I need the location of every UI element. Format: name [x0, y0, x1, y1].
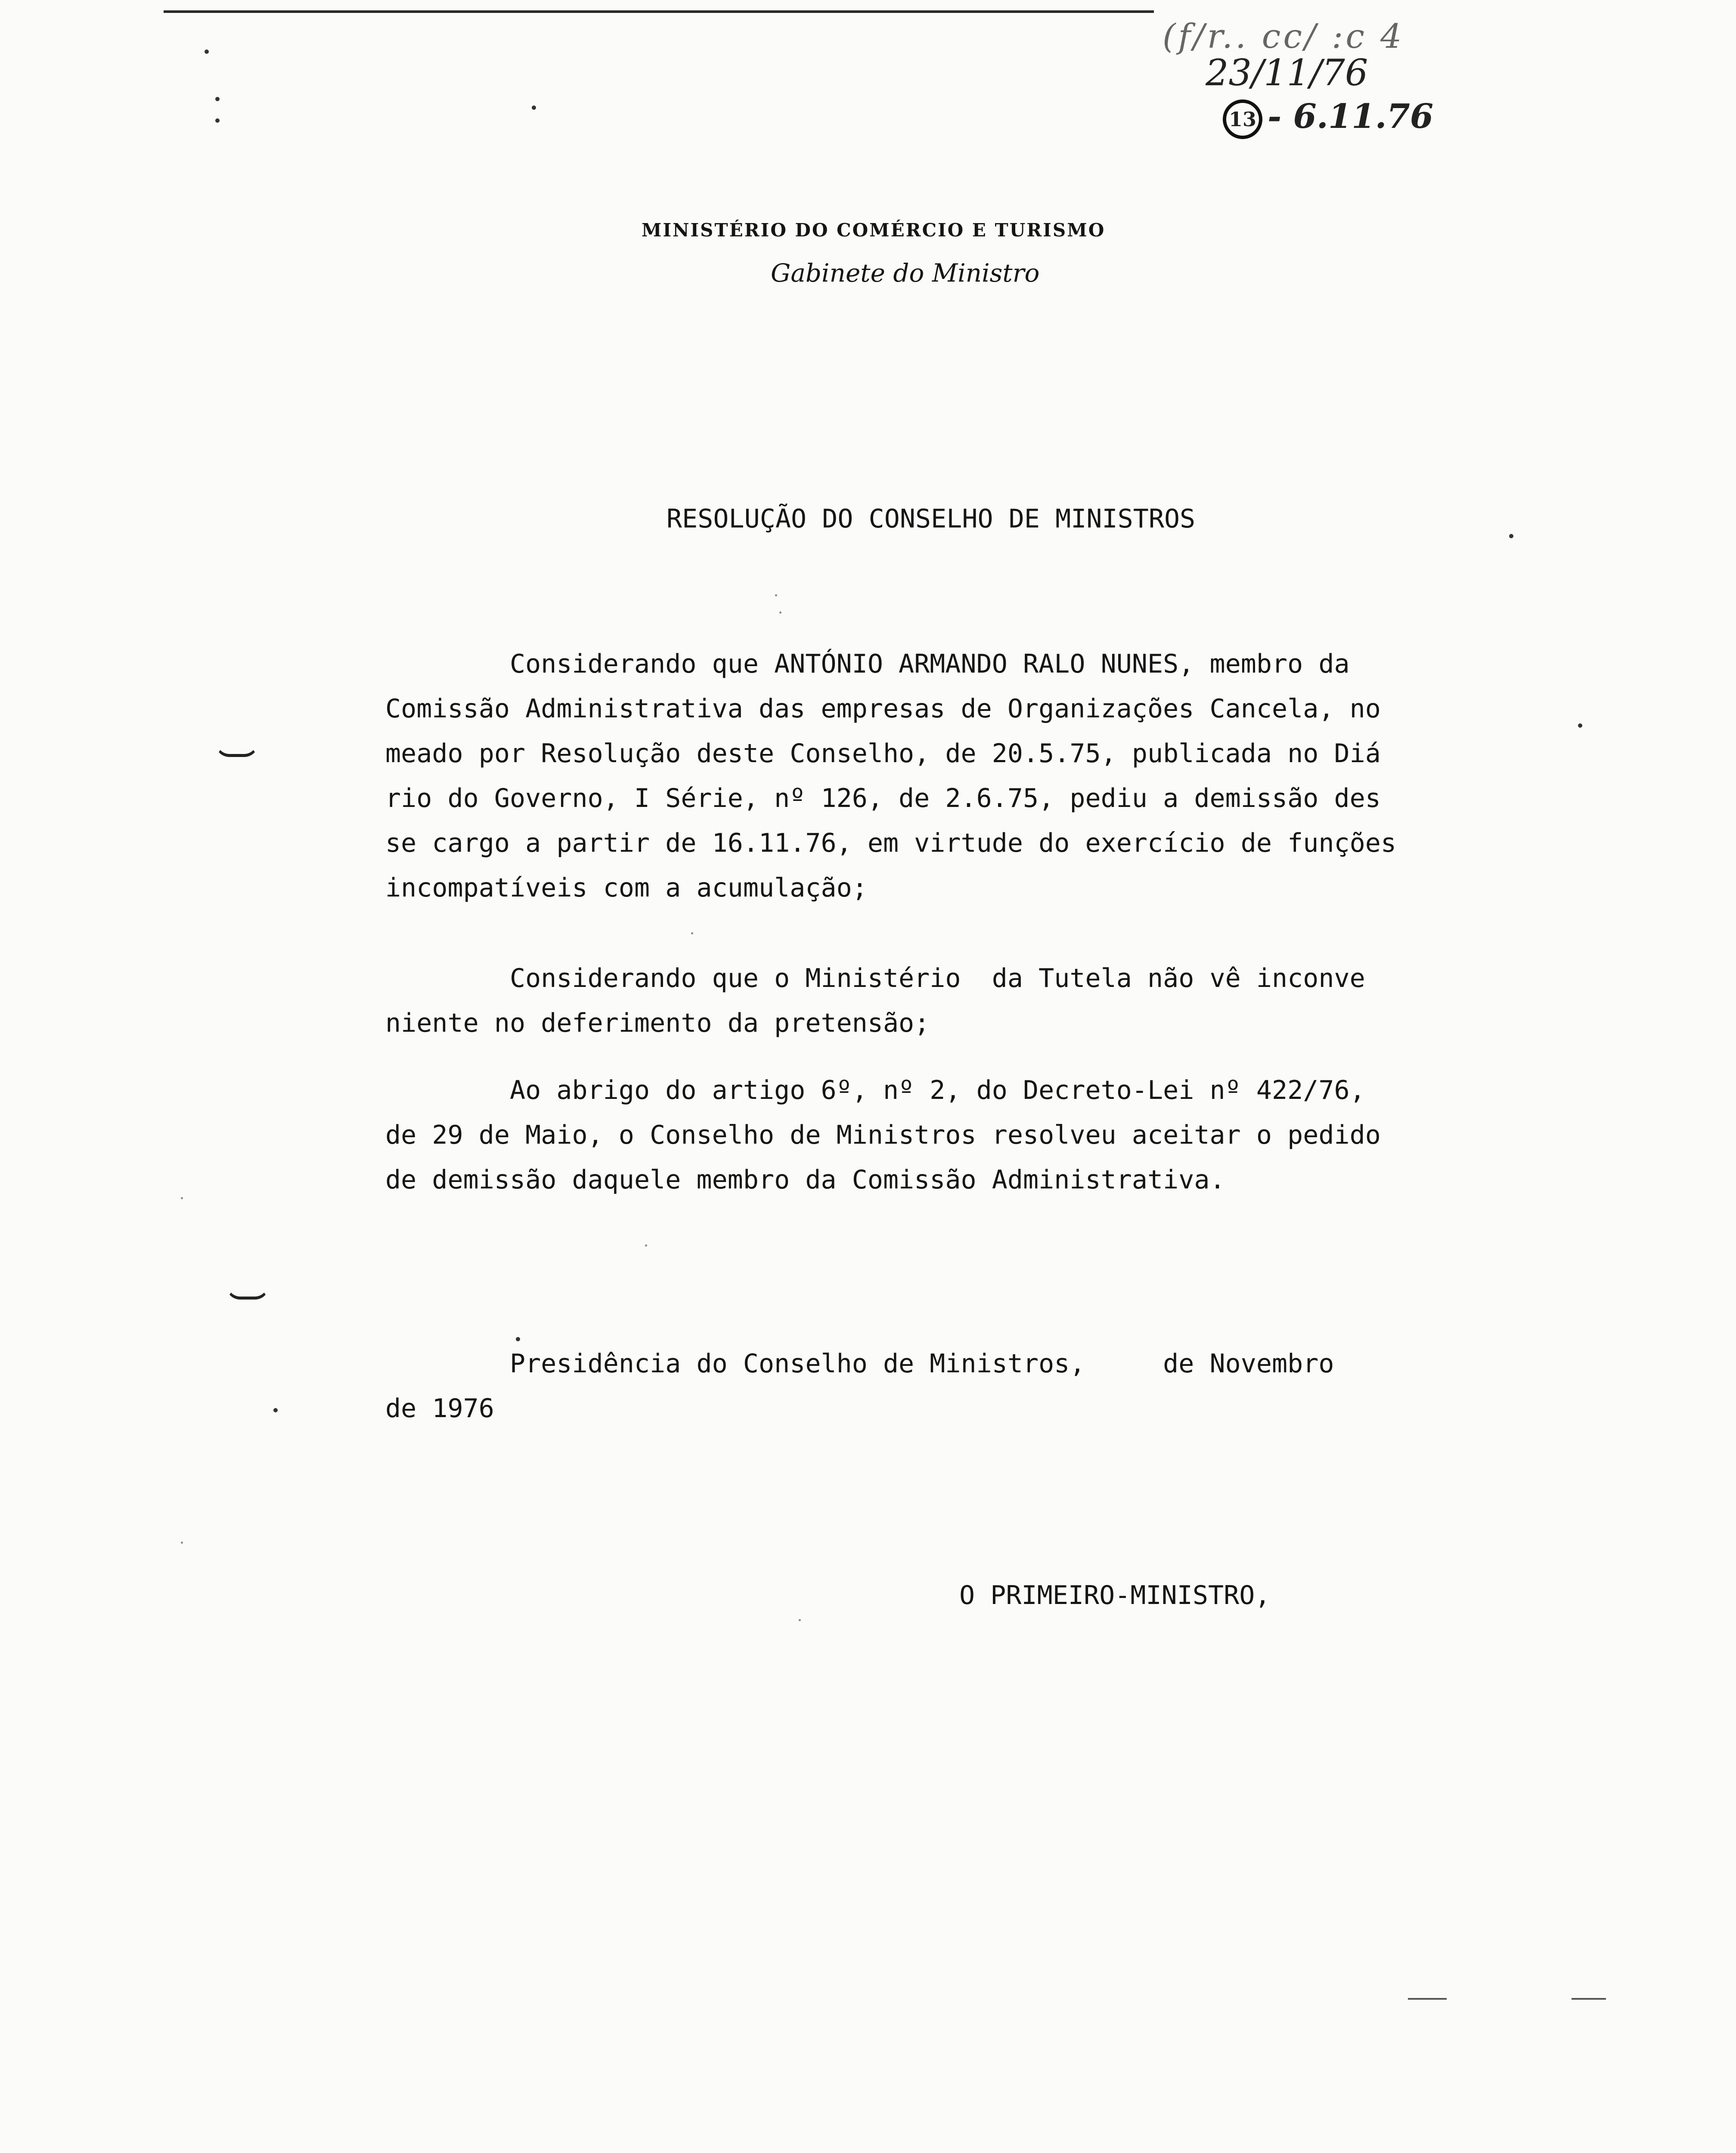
scan-dot — [1509, 534, 1513, 538]
margin-mark — [226, 1285, 269, 1300]
scan-speck — [645, 1244, 647, 1247]
paragraph-resolution: Ao abrigo do artigo 6º, nº 2, do Decreto-Lei nº 422/76, de 29 de Maio, o Conselho de Ministros resolveu aceitar o pedido de demissão daquele membro da Comissão Administrativa. — [385, 1075, 1381, 1195]
handwritten-note-date-2: - 6.11.76 — [1268, 97, 1434, 136]
paragraph-considerando-1: Considerando que ANTÓNIO ARMANDO RALO NUNES, membro da Comissão Administrativa das empresas de Organizações Cancela, no meado por Resolução deste Conselho, de 20.5.75, publicada no Diá rio do Governo, I Série, nº 126, de 2.6.75, pediu a demissão des se cargo a partir de 16.11.76, em virtude do exercício de funções incompatíveis com a acumulação; — [385, 649, 1396, 903]
scan-speck — [181, 1197, 183, 1199]
scan-dot — [205, 50, 209, 54]
scan-dash — [1572, 1998, 1606, 2000]
scan-dot — [1578, 723, 1582, 728]
scan-dot — [215, 97, 220, 101]
scan-speck — [799, 1619, 801, 1621]
handwritten-note-reference: (f/r.. cc/ :c 4 — [1162, 17, 1404, 56]
scan-speck — [775, 594, 777, 596]
margin-mark — [215, 743, 258, 757]
scan-dash — [1408, 1998, 1447, 2000]
scan-dot — [516, 1337, 520, 1341]
scan-speck — [779, 611, 781, 614]
letterhead-office: Gabinete do Ministro — [771, 258, 1040, 288]
handwritten-note-date: 23/11/76 — [1206, 52, 1368, 94]
document-title: RESOLUÇÃO DO CONSELHO DE MINISTROS — [666, 504, 1196, 534]
scan-dot — [273, 1408, 278, 1412]
page-top-edge — [164, 10, 1154, 13]
scan-speck — [691, 932, 693, 934]
circled-number: 13 — [1223, 99, 1262, 139]
handwritten-note-number — [1223, 97, 1433, 139]
scan-dot — [215, 118, 220, 123]
letterhead-ministry: MINISTÉRIO DO COMÉRCIO E TURISMO — [642, 220, 1106, 241]
signature-line: O PRIMEIRO-MINISTRO, — [959, 1580, 1271, 1610]
scan-speck — [181, 1542, 183, 1544]
paragraph-considerando-2: Considerando que o Ministério da Tutela não vê inconve niente no deferimento da pretensão; — [385, 963, 1365, 1038]
scan-dot — [532, 105, 536, 110]
closing-place-date: Presidência do Conselho de Ministros, de Novembro de 1976 — [385, 1349, 1334, 1424]
